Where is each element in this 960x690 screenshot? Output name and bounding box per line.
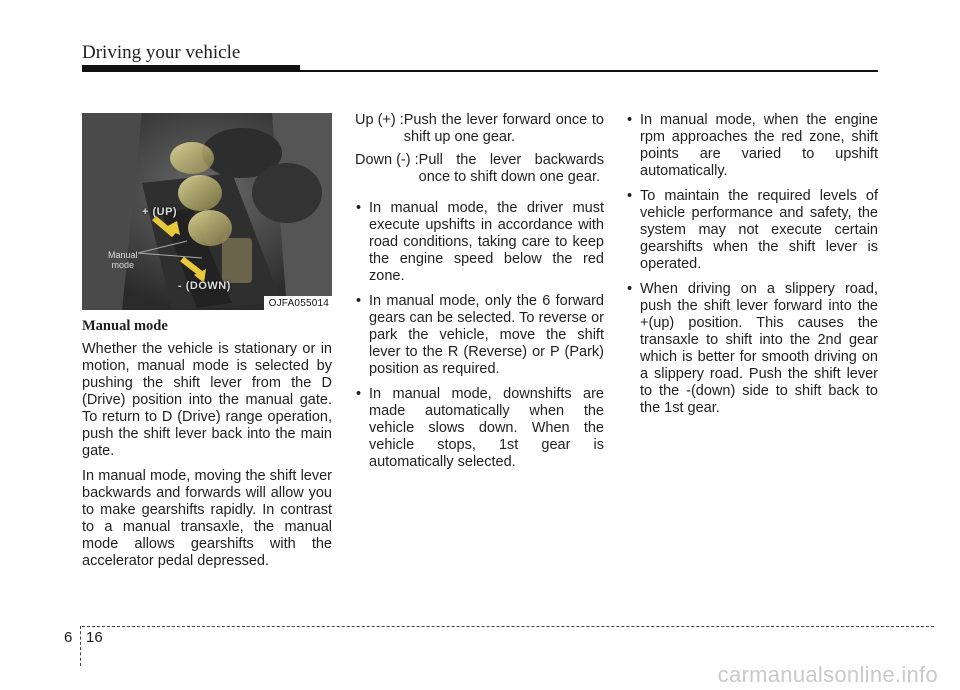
footer-vertical-rule [80, 626, 81, 666]
bullet-item: • In manual mode, only the 6 forward gears can be selected. To reverse or park the vehicle, move the shift lever to the R (Reverse) or P (Park) position as required. [355, 293, 604, 378]
bullet-item: • When driving on a slippery road, push the shift lever forward into the +(up) position. This causes the transaxle to shift into the 2nd gear which is better for smooth driving on a slippery road. Push the shift lever to the -(down) side to shift back to the 1st gear. [626, 281, 878, 417]
bullet-item: • In manual mode, when the engine rpm approaches the red zone, shift points are varied to upshift automatically. [626, 112, 878, 180]
paragraph-2: In manual mode, moving the shift lever backwards and forwards will allow you to make gearshifts rapidly. In contrast to a manual transaxle, the manual mode allows gearshifts with the accelerator pedal depressed. [82, 468, 332, 569]
header-rule-thin [300, 70, 878, 72]
column-2 [355, 112, 604, 479]
definition-down-term: Down (-) : [355, 152, 419, 168]
column-3 [626, 112, 878, 425]
definition-up-text: Push the lever forward once to shift up one gear. [403, 112, 604, 145]
watermark: carmanualsonline.info [717, 662, 938, 687]
bullet-list-col3 [626, 112, 878, 417]
bullet-item: • In manual mode, the driver must execute upshifts in accordance with road conditions, taking care to keep the engine speed below the red zone. [355, 200, 604, 285]
definition-up [355, 112, 604, 146]
figure-code: OJFA055014 [264, 296, 332, 310]
paragraph-1: Whether the vehicle is stationary or in motion, manual mode is selected by pushing the shift lever from the D (Drive) position into the manual gate. To return to D (Drive) range operation, push the shift lever back into the main gate. [82, 341, 332, 459]
section-heading-manual-mode: Manual mode [82, 318, 168, 334]
label-down: - (DOWN) [178, 280, 231, 292]
label-manual-line1: Manual [108, 250, 138, 260]
label-up: + (UP) [142, 206, 178, 218]
definition-down-text: Pull the lever backwards once to shift down one gear. [418, 152, 604, 185]
label-manual-line2: mode [111, 260, 135, 270]
column-1 [82, 318, 332, 578]
footer-rule [82, 626, 934, 627]
definition-up-term: Up (+) : [355, 112, 404, 128]
bullet-item: • To maintain the required levels of vehicle performance and safety, the system may not execute certain gearshifts when the shift lever is operated. [626, 188, 878, 273]
page-number: 16 [86, 629, 103, 646]
bullet-item: • In manual mode, downshifts are made automatically when the vehicle slows down. When the vehicle stops, 1st gear is automatically selected. [355, 386, 604, 471]
label-manual-mode [108, 250, 138, 270]
chapter-number: 6 [64, 629, 73, 646]
gear-shift-photo [82, 113, 332, 310]
definition-down [355, 152, 604, 186]
header-rule-thick [82, 65, 300, 72]
page-header-title: Driving your vehicle [82, 42, 241, 63]
bullet-list-col2 [355, 200, 604, 471]
